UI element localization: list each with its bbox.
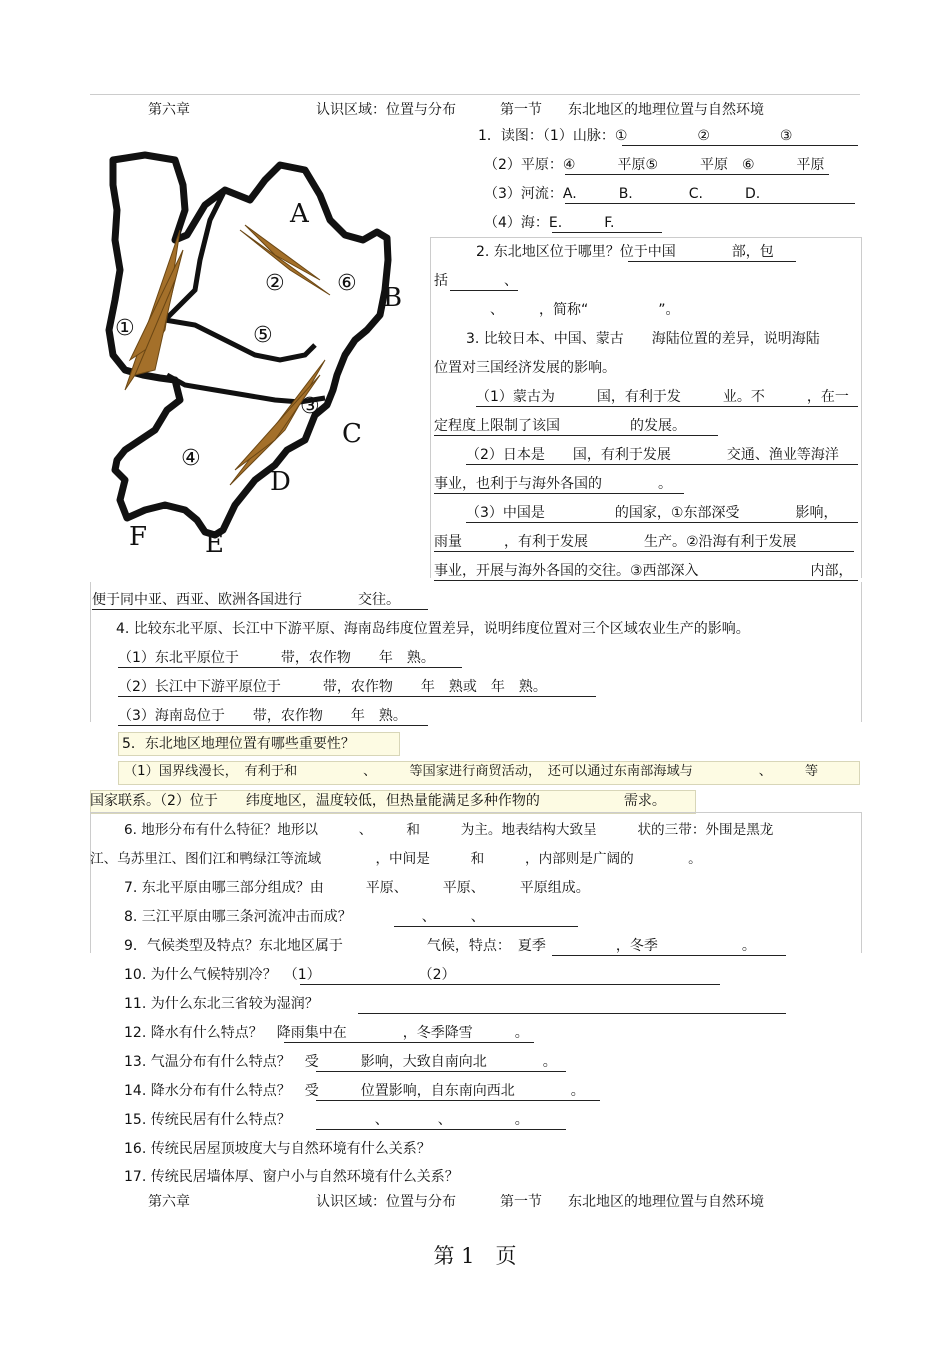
- q3-line5: （2）日本是 国，有利于发展 交通、渔业等海洋: [466, 447, 839, 463]
- q8-blank: [394, 926, 578, 927]
- q1-blank-4: [552, 232, 662, 233]
- q2-line1: 2. 东北地区位于哪里？位于中国 部，包: [476, 244, 774, 260]
- q12-blank: [284, 1042, 534, 1043]
- footer-section: 第一节: [500, 1194, 542, 1210]
- map-label-a: A: [290, 199, 309, 229]
- q7: 7. 东北平原由哪三部分组成？由 平原、 平原、 平原组成。: [124, 880, 590, 896]
- q1-line1: 1．读图：（1）山脉：① ② ③: [478, 128, 793, 144]
- q2-line3: 、 ，简称“ ”。: [434, 302, 680, 318]
- q3-line3: （1）蒙古为 国，有利于发 业。不 ，在一: [476, 389, 849, 405]
- page-footer-header: [90, 1188, 860, 1214]
- q10-blank: [300, 984, 720, 985]
- q4-line4: （3）海南岛位于 带，农作物 年 熟。: [118, 708, 407, 724]
- q15: 15. 传统民居有什么特点？ 、 、 。: [124, 1112, 529, 1128]
- q1-blank-1: [622, 145, 858, 146]
- q3-line2: 位置对三国经济发展的影响。: [434, 360, 616, 376]
- q9: 9．气候类型及特点？东北地区属于 气候，特点： 夏季 ，冬季 。: [124, 938, 756, 954]
- q1-line4: （4）海：E. F.: [484, 215, 615, 231]
- q4-line2: （1）东北平原位于 带，农作物 年 熟。: [118, 650, 435, 666]
- map-label-1: ①: [115, 316, 135, 341]
- q8: 8. 三江平原由哪三条河流冲击而成？ 、 、: [124, 909, 485, 925]
- q5-line1: 5．东北地区地理位置有哪些重要性？: [122, 736, 355, 752]
- q3-line9: 事业，开展与海外各国的交往。③西部深入 内部，: [434, 563, 853, 579]
- q2-blank-1: [628, 261, 796, 262]
- q1-blank-3: [565, 203, 855, 204]
- map-label-e: E: [205, 529, 224, 559]
- map-label-2: ②: [265, 271, 285, 296]
- page-header: [90, 94, 860, 121]
- q4-blank-2: [118, 696, 596, 697]
- map-label-3: ③: [300, 394, 320, 419]
- q13-blank: [316, 1071, 566, 1072]
- footer-chapter: 第六章: [148, 1194, 190, 1210]
- map-label-c: C: [342, 419, 362, 449]
- q3-line10: 便于同中亚、西亚、欧洲各国进行 交往。: [92, 592, 400, 608]
- footer-topic: 认识区域：位置与分布: [316, 1194, 456, 1210]
- q14: 14. 降水分布有什么特点？ 受 位置影响，自东南向西北 。: [124, 1083, 585, 1099]
- q11-blank: [358, 1013, 786, 1014]
- q17: 17. 传统民居墙体厚、窗户小与自然环境有什么关系？: [124, 1169, 459, 1185]
- q6-line1: 6. 地形分布有什么特征？地形以 、 和 为主。地表结构大致呈 状的三带：外围是黑龙: [124, 822, 774, 838]
- q4-blank-3: [118, 725, 428, 726]
- q6-line2: 江、乌苏里江、图们江和鸭绿江等流域 ，中间是 和 ，内部则是广阔的 。: [90, 851, 702, 867]
- q2-line2: 括 、: [434, 273, 518, 289]
- q3-blank-1: [476, 406, 858, 407]
- header-section: 第一节: [500, 102, 542, 118]
- q3-line8: 雨量 ，有利于发展 生产。②沿海有利于发展: [434, 534, 797, 550]
- map-label-d: D: [270, 467, 291, 497]
- header-title: 东北地区的地理位置与自然环境: [568, 102, 764, 118]
- q3-blank-3: [466, 464, 858, 465]
- q1-blank-2: [565, 174, 829, 175]
- q4-blank-1: [118, 667, 462, 668]
- q2-blank-2: [450, 290, 518, 291]
- q9-blank: [552, 955, 786, 956]
- q12: 12. 降水有什么特点？ 降雨集中在 ，冬季降雪 。: [124, 1025, 529, 1041]
- q14-blank: [316, 1100, 600, 1101]
- q3-line4: 定程度上限制了该国 的发展。: [434, 418, 686, 434]
- q15-blank: [316, 1129, 566, 1130]
- q11: 11. 为什么东北三省较为湿润？: [124, 996, 319, 1012]
- header-topic: 认识区域：位置与分布: [316, 102, 456, 118]
- q3-blank-2: [434, 435, 718, 436]
- q5-line2: （1）国界线漫长， 有利于和 、 等国家进行商贸活动， 还可以通过东南部海域与 、 等: [124, 764, 819, 779]
- map-label-b: B: [383, 283, 403, 313]
- northeast-china-map: [105, 140, 425, 560]
- map-label-4: ④: [181, 446, 201, 471]
- q3-blank-4: [434, 493, 684, 494]
- q1-line3: （3）河流：A. B. C. D.: [484, 186, 761, 202]
- header-chapter: 第六章: [148, 102, 190, 118]
- q3-line6: 事业，也利于与海外各国的 。: [434, 476, 672, 492]
- q16: 16. 传统民居屋顶坡度大与自然环境有什么关系？: [124, 1141, 431, 1157]
- q4-line3: （2）长江中下游平原位于 带，农作物 年 熟或 年 熟。: [118, 679, 547, 695]
- q4-line1: 4. 比较东北平原、长江中下游平原、海南岛纬度位置差异，说明纬度位置对三个区域农业生产的影响。: [116, 621, 750, 637]
- q3-blank-6: [434, 551, 854, 552]
- map-label-f: F: [129, 522, 148, 552]
- map-label-5: ⑤: [253, 323, 273, 348]
- q10: 10. 为什么气候特别冷？ （1） （2）: [124, 967, 456, 983]
- q1-line2: （2）平原：④ 平原⑤ 平原 ⑥ 平原: [484, 157, 825, 173]
- q3-blank-5: [466, 522, 858, 523]
- q3-line1: 3. 比较日本、中国、蒙古 海陆位置的差异，说明海陆: [466, 331, 820, 347]
- map-label-6: ⑥: [337, 271, 357, 296]
- q3-line7: （3）中国是 的国家，①东部深受 影响，: [466, 505, 838, 521]
- q5-line3: 国家联系。（2）位于 纬度地区，温度较低，但热量能满足多种作物的 需求。: [90, 793, 666, 809]
- q3-blank-7: [434, 580, 858, 581]
- q13: 13. 气温分布有什么特点？ 受 影响，大致自南向北 。: [124, 1054, 557, 1070]
- footer-title: 东北地区的地理位置与自然环境: [568, 1194, 764, 1210]
- page-number: 第 1 页: [433, 1244, 517, 1268]
